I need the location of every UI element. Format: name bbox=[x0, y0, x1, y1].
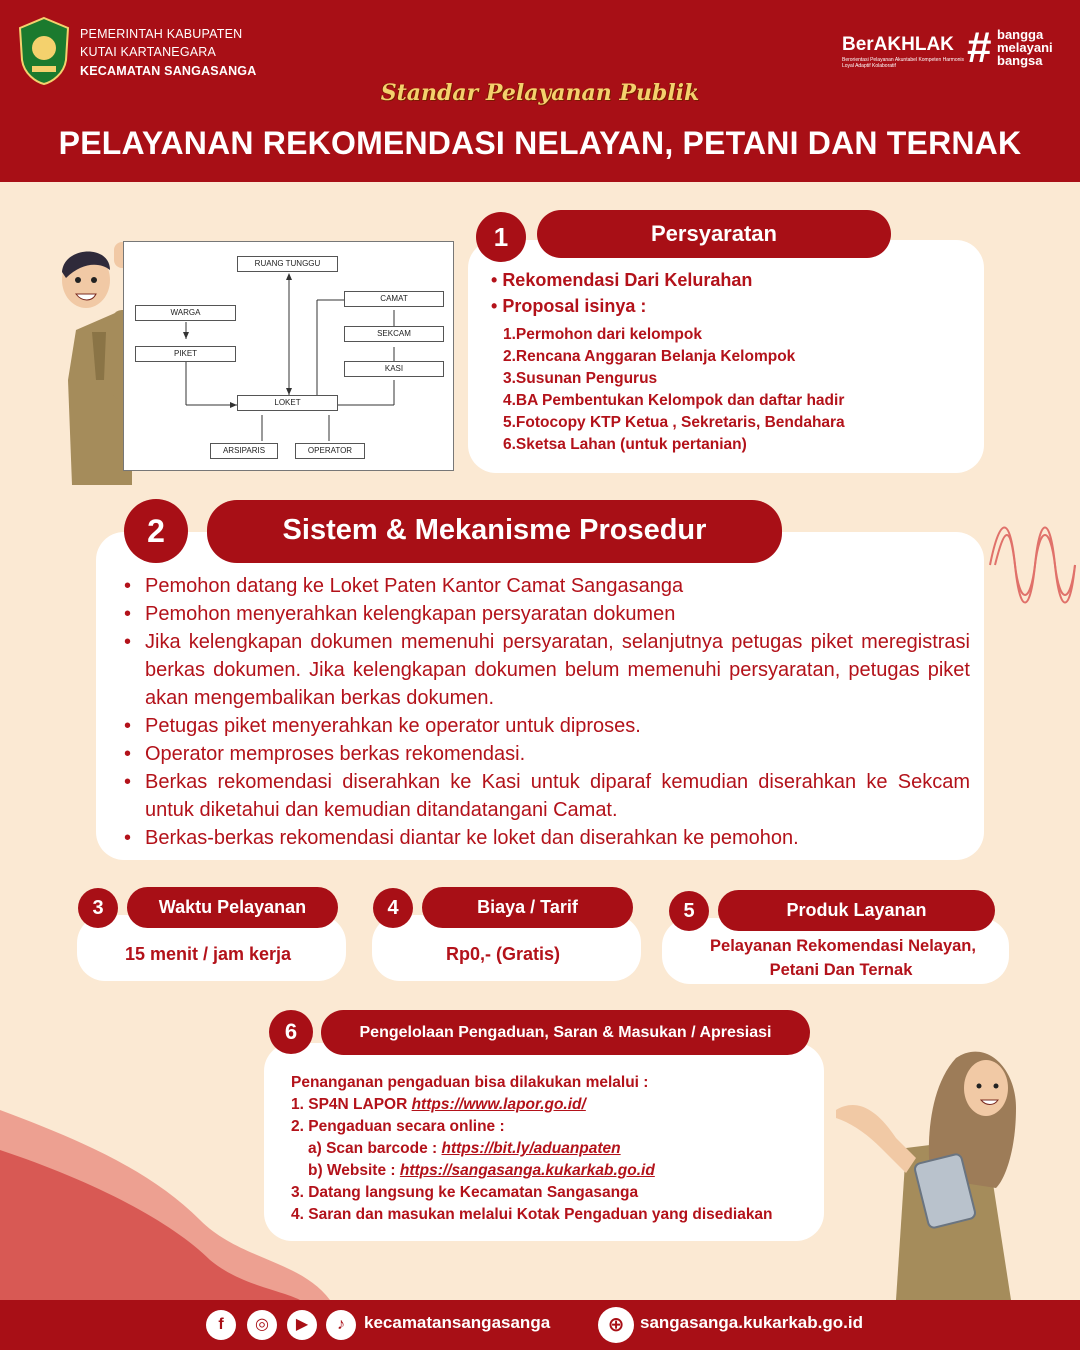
tagline-melayani: melayani bbox=[997, 40, 1053, 55]
flow-operator: OPERATOR bbox=[295, 443, 365, 459]
req-bullet-1: • Rekomendasi Dari Kelurahan bbox=[491, 270, 753, 290]
prosedur-item-2: • Pemohon menyerahkan kelengkapan persyaratan dokumen bbox=[124, 600, 970, 628]
page-subtitle: Standar Pelayanan Publik bbox=[380, 80, 700, 106]
kutai-kartanegara-emblem-icon bbox=[16, 16, 72, 86]
barcode-link[interactable]: https://bit.ly/aduanpaten bbox=[441, 1140, 621, 1157]
section-5-number: 5 bbox=[669, 891, 709, 931]
gov-line-3: KECAMATAN SANGASANGA bbox=[80, 64, 257, 78]
globe-icon: ⊕ bbox=[598, 1307, 634, 1343]
prosedur-item-7: • Berkas-berkas rekomendasi diantar ke loket dan diserahkan ke pemohon. bbox=[124, 824, 970, 852]
req-bullet-1-text: Rekomendasi Dari Kelurahan bbox=[502, 270, 753, 290]
tagline-bangsa: bangsa bbox=[997, 53, 1043, 68]
flow-kasi: KASI bbox=[344, 361, 444, 377]
woman-character-illustration bbox=[836, 1028, 1036, 1300]
section-6-title: Pengelolaan Pengaduan, Saran & Masukan / Apresiasi bbox=[321, 1010, 810, 1055]
facebook-icon[interactable]: f bbox=[206, 1310, 236, 1340]
section-4-number: 4 bbox=[373, 888, 413, 928]
footer-social-handle[interactable]: kecamatansangasanga bbox=[364, 1313, 551, 1332]
req-item-6: 6.Sketsa Lahan (untuk pertanian) bbox=[503, 436, 747, 453]
pengaduan-line-5: 3. Datang langsung ke Kecamatan Sangasanga bbox=[291, 1184, 639, 1201]
gov-line-1: PEMERINTAH KABUPATEN bbox=[80, 27, 243, 41]
produk-value-line-1: Pelayanan Rekomendasi Nelayan, bbox=[710, 937, 976, 955]
pengaduan-line-6: 4. Saran dan masukan melalui Kotak Pengaduan yang disediakan bbox=[291, 1206, 773, 1223]
pengaduan-line-3 bbox=[308, 1140, 621, 1158]
service-flowchart bbox=[123, 241, 454, 471]
pengaduan-line-4-text: b) Website : bbox=[308, 1162, 400, 1179]
flow-camat: CAMAT bbox=[344, 291, 444, 307]
section-2-number: 2 bbox=[124, 499, 188, 563]
req-item-4: 4.BA Pembentukan Kelompok dan daftar hadir bbox=[503, 392, 845, 409]
section-3-number: 3 bbox=[78, 888, 118, 928]
req-item-2: 2.Rencana Anggaran Belanja Kelompok bbox=[503, 348, 796, 365]
req-item-1: 1.Permohon dari kelompok bbox=[503, 326, 702, 343]
lapor-link[interactable]: https://www.lapor.go.id/ bbox=[411, 1096, 586, 1113]
footer-website[interactable]: sangasanga.kukarkab.go.id bbox=[640, 1313, 863, 1332]
section-3-title: Waktu Pelayanan bbox=[127, 887, 338, 928]
section-1-title: Persyaratan bbox=[537, 210, 891, 258]
section-2-title: Sistem & Mekanisme Prosedur bbox=[207, 500, 782, 563]
req-bullet-2-text: Proposal isinya : bbox=[502, 296, 647, 316]
website-link[interactable]: https://sangasanga.kukarkab.go.id bbox=[399, 1162, 655, 1179]
pengaduan-intro: Penanganan pengaduan bisa dilakukan melalui : bbox=[291, 1074, 649, 1091]
pengaduan-line-1-text: 1. SP4N LAPOR bbox=[291, 1096, 412, 1113]
berakhlak-tagline: Berorientasi Pelayanan Akuntabel Kompeten Harmonis Loyal Adaptif Kolaboratif bbox=[842, 57, 965, 69]
gov-line-2: KUTAI KARTANEGARA bbox=[80, 45, 217, 59]
section-6-number: 6 bbox=[269, 1010, 313, 1054]
pengaduan-line-1 bbox=[291, 1096, 586, 1114]
youtube-icon[interactable]: ▶ bbox=[287, 1310, 317, 1340]
prosedur-item-1: • Pemohon datang ke Loket Paten Kantor Camat Sangasanga bbox=[124, 572, 970, 600]
prosedur-item-6: • Berkas rekomendasi diserahkan ke Kasi untuk diparaf kemudian diserahkan ke Sekcam untuk diketahui dan kemudian ditandatangani Camat. bbox=[124, 768, 970, 824]
instagram-icon[interactable]: ◎ bbox=[247, 1310, 277, 1340]
prosedur-item-5: • Operator memproses berkas rekomendasi. bbox=[124, 740, 970, 768]
flow-sekcam: SEKCAM bbox=[344, 326, 444, 342]
req-item-5: 5.Fotocopy KTP Ketua , Sekretaris, Bendahara bbox=[503, 414, 845, 431]
pengaduan-line-3-text: a) Scan barcode : bbox=[308, 1140, 442, 1157]
berakhlak-logo: BerAKHLAK bbox=[842, 34, 954, 55]
tiktok-icon[interactable]: ♪ bbox=[326, 1310, 356, 1340]
prosedur-item-4: • Petugas piket menyerahkan ke operator untuk diproses. bbox=[124, 712, 970, 740]
decorative-squiggle bbox=[985, 505, 1080, 620]
req-item-3: 3.Susunan Pengurus bbox=[503, 370, 658, 387]
biaya-value: Rp0,- (Gratis) bbox=[445, 944, 560, 964]
produk-value-line-2: Petani Dan Ternak bbox=[769, 961, 913, 979]
section-5-title: Produk Layanan bbox=[718, 890, 995, 931]
section-1-number: 1 bbox=[476, 212, 526, 262]
flow-warga: WARGA bbox=[135, 305, 236, 321]
flow-piket: PIKET bbox=[135, 346, 236, 362]
pengaduan-line-2: 2. Pengaduan secara online : bbox=[291, 1118, 505, 1135]
pengaduan-line-4 bbox=[308, 1162, 655, 1180]
page-title: PELAYANAN REKOMENDASI NELAYAN, PETANI DAN TERNAK bbox=[58, 125, 1022, 161]
section-4-title: Biaya / Tarif bbox=[422, 887, 633, 928]
waktu-value: 15 menit / jam kerja bbox=[124, 944, 292, 964]
flow-ruang-tunggu: RUANG TUNGGU bbox=[237, 256, 338, 272]
tagline-bangga: bangga bbox=[997, 27, 1044, 42]
hashtag-icon: # bbox=[967, 23, 992, 72]
prosedur-list bbox=[124, 572, 970, 852]
req-bullet-2: • Proposal isinya : bbox=[491, 296, 647, 316]
flow-arsiparis: ARSIPARIS bbox=[210, 443, 278, 459]
prosedur-item-3: • Jika kelengkapan dokumen memenuhi persyaratan, selanjutnya petugas piket meregistrasi berkas dokumen. Jika kelengkapan dokumen belum memenuhi persyaratan, petugas piket akan mengembalikan berkas dokumen. bbox=[124, 628, 970, 712]
flow-loket: LOKET bbox=[237, 395, 338, 411]
